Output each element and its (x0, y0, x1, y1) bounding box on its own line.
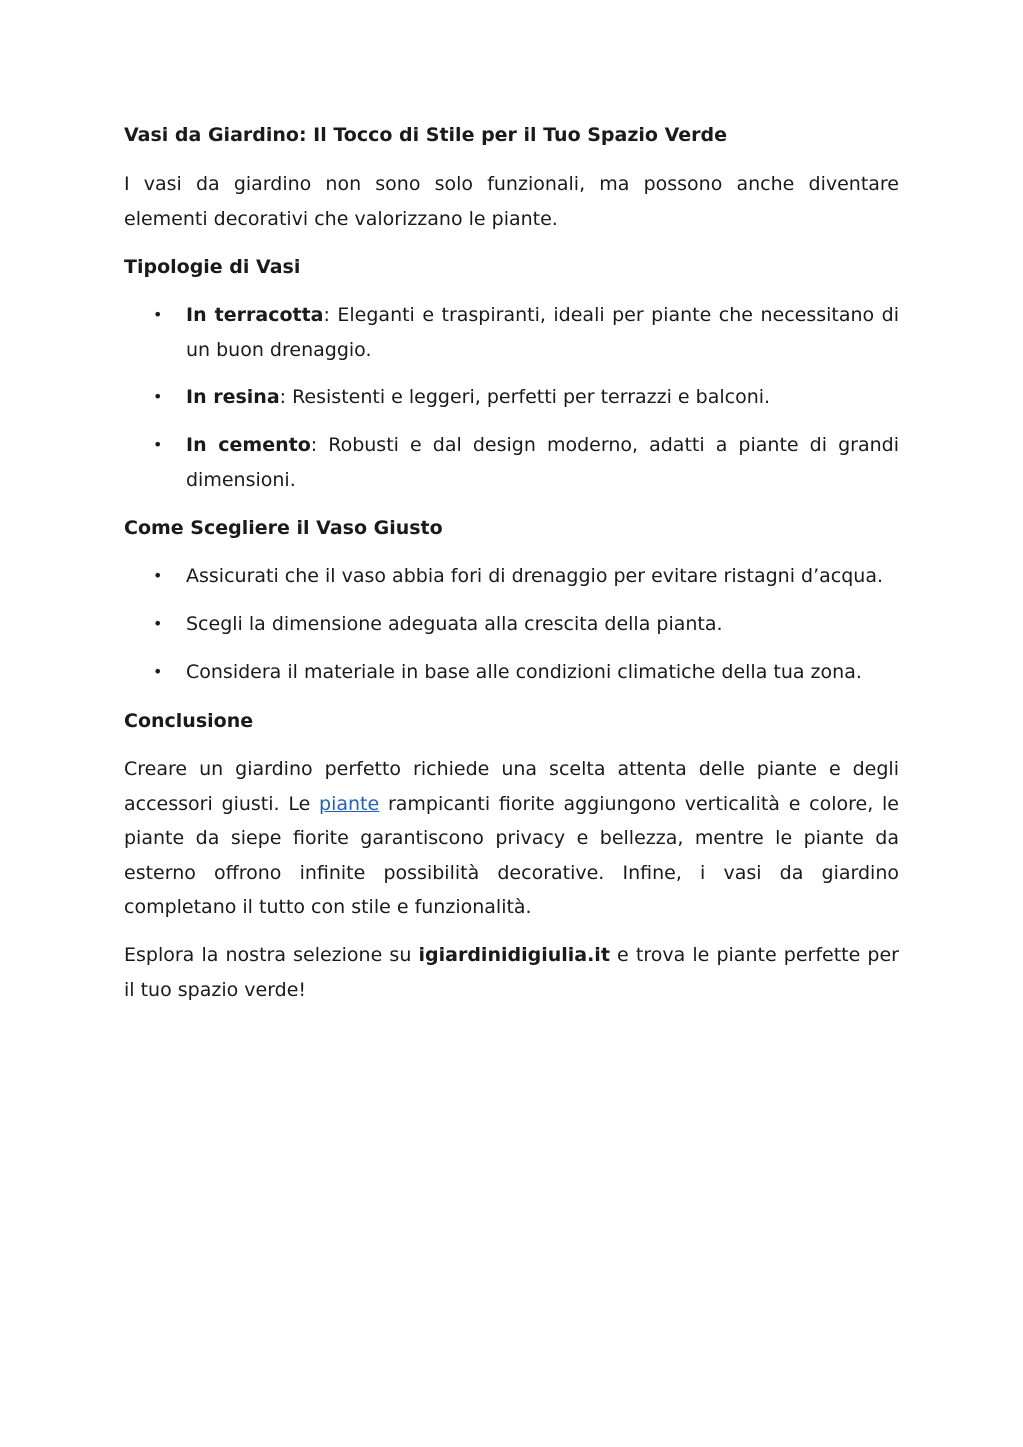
list-item-text: Scegli la dimensione adeguata alla crescita della pianta. (186, 613, 723, 635)
bullet-icon: • (153, 305, 163, 324)
site-name: igiardinidigiulia.it (418, 944, 610, 966)
list-item-text: : Resistenti e leggeri, perfetti per terrazzi e balconi. (279, 386, 771, 408)
intro-paragraph: I vasi da giardino non sono solo funzionali, ma possono anche diventare elementi decorativi che valorizzano le piante. (124, 173, 899, 230)
list-item (153, 428, 899, 497)
closing-text-start: Esplora la nostra selezione su (124, 944, 419, 966)
list-item-term: In resina (186, 386, 280, 408)
list-item (153, 298, 899, 367)
list-item-text: Assicurati che il vaso abbia fori di drenaggio per evitare ristagni d’acqua. (186, 565, 883, 587)
conclusion-text-end: rampicanti fiorite aggiungono verticalità e colore, le piante da siepe fiorite garantiscono privacy e bellezza, mentre le piante da esterno offrono infinite possibilità decorative. Infine, i vasi da giardino completano il tutto con stile e funzionalità. (124, 792, 899, 918)
closing-paragraph (124, 938, 899, 1007)
list-item-text: : Eleganti e traspiranti, ideali per piante che necessitano di un buon drenaggio. (186, 304, 899, 361)
list-item (153, 607, 899, 642)
list-item-term: In cemento (186, 434, 311, 456)
bullet-icon: • (153, 435, 163, 454)
list-item-term: In terracotta (186, 304, 324, 326)
conclusion-paragraph (124, 752, 899, 925)
section-heading-tipologie: Tipologie di Vasi (124, 256, 301, 278)
bullet-icon: • (153, 614, 163, 633)
section-heading-conclusione: Conclusione (124, 710, 254, 732)
list-item-text: : Robusti e dal design moderno, adatti a piante di grandi dimensioni. (186, 434, 899, 491)
list-item (153, 559, 899, 594)
list-item (153, 380, 899, 415)
list-item-text: Considera il materiale in base alle condizioni climatiche della tua zona. (186, 661, 862, 683)
conclusion-text-start: Creare un giardino perfetto richiede una scelta attenta delle piante e degli accessori giusti. Le (124, 758, 899, 815)
section-heading-scegliere: Come Scegliere il Vaso Giusto (124, 517, 443, 539)
document-title: Vasi da Giardino: Il Tocco di Stile per il Tuo Spazio Verde (124, 124, 727, 146)
piante-link[interactable]: piante (319, 792, 380, 815)
list-item (153, 655, 899, 690)
bullet-icon: • (153, 387, 163, 406)
closing-text-end: e trova le piante perfette per il tuo spazio verde! (124, 944, 899, 1001)
bullet-icon: • (153, 566, 163, 585)
bullet-icon: • (153, 662, 163, 681)
